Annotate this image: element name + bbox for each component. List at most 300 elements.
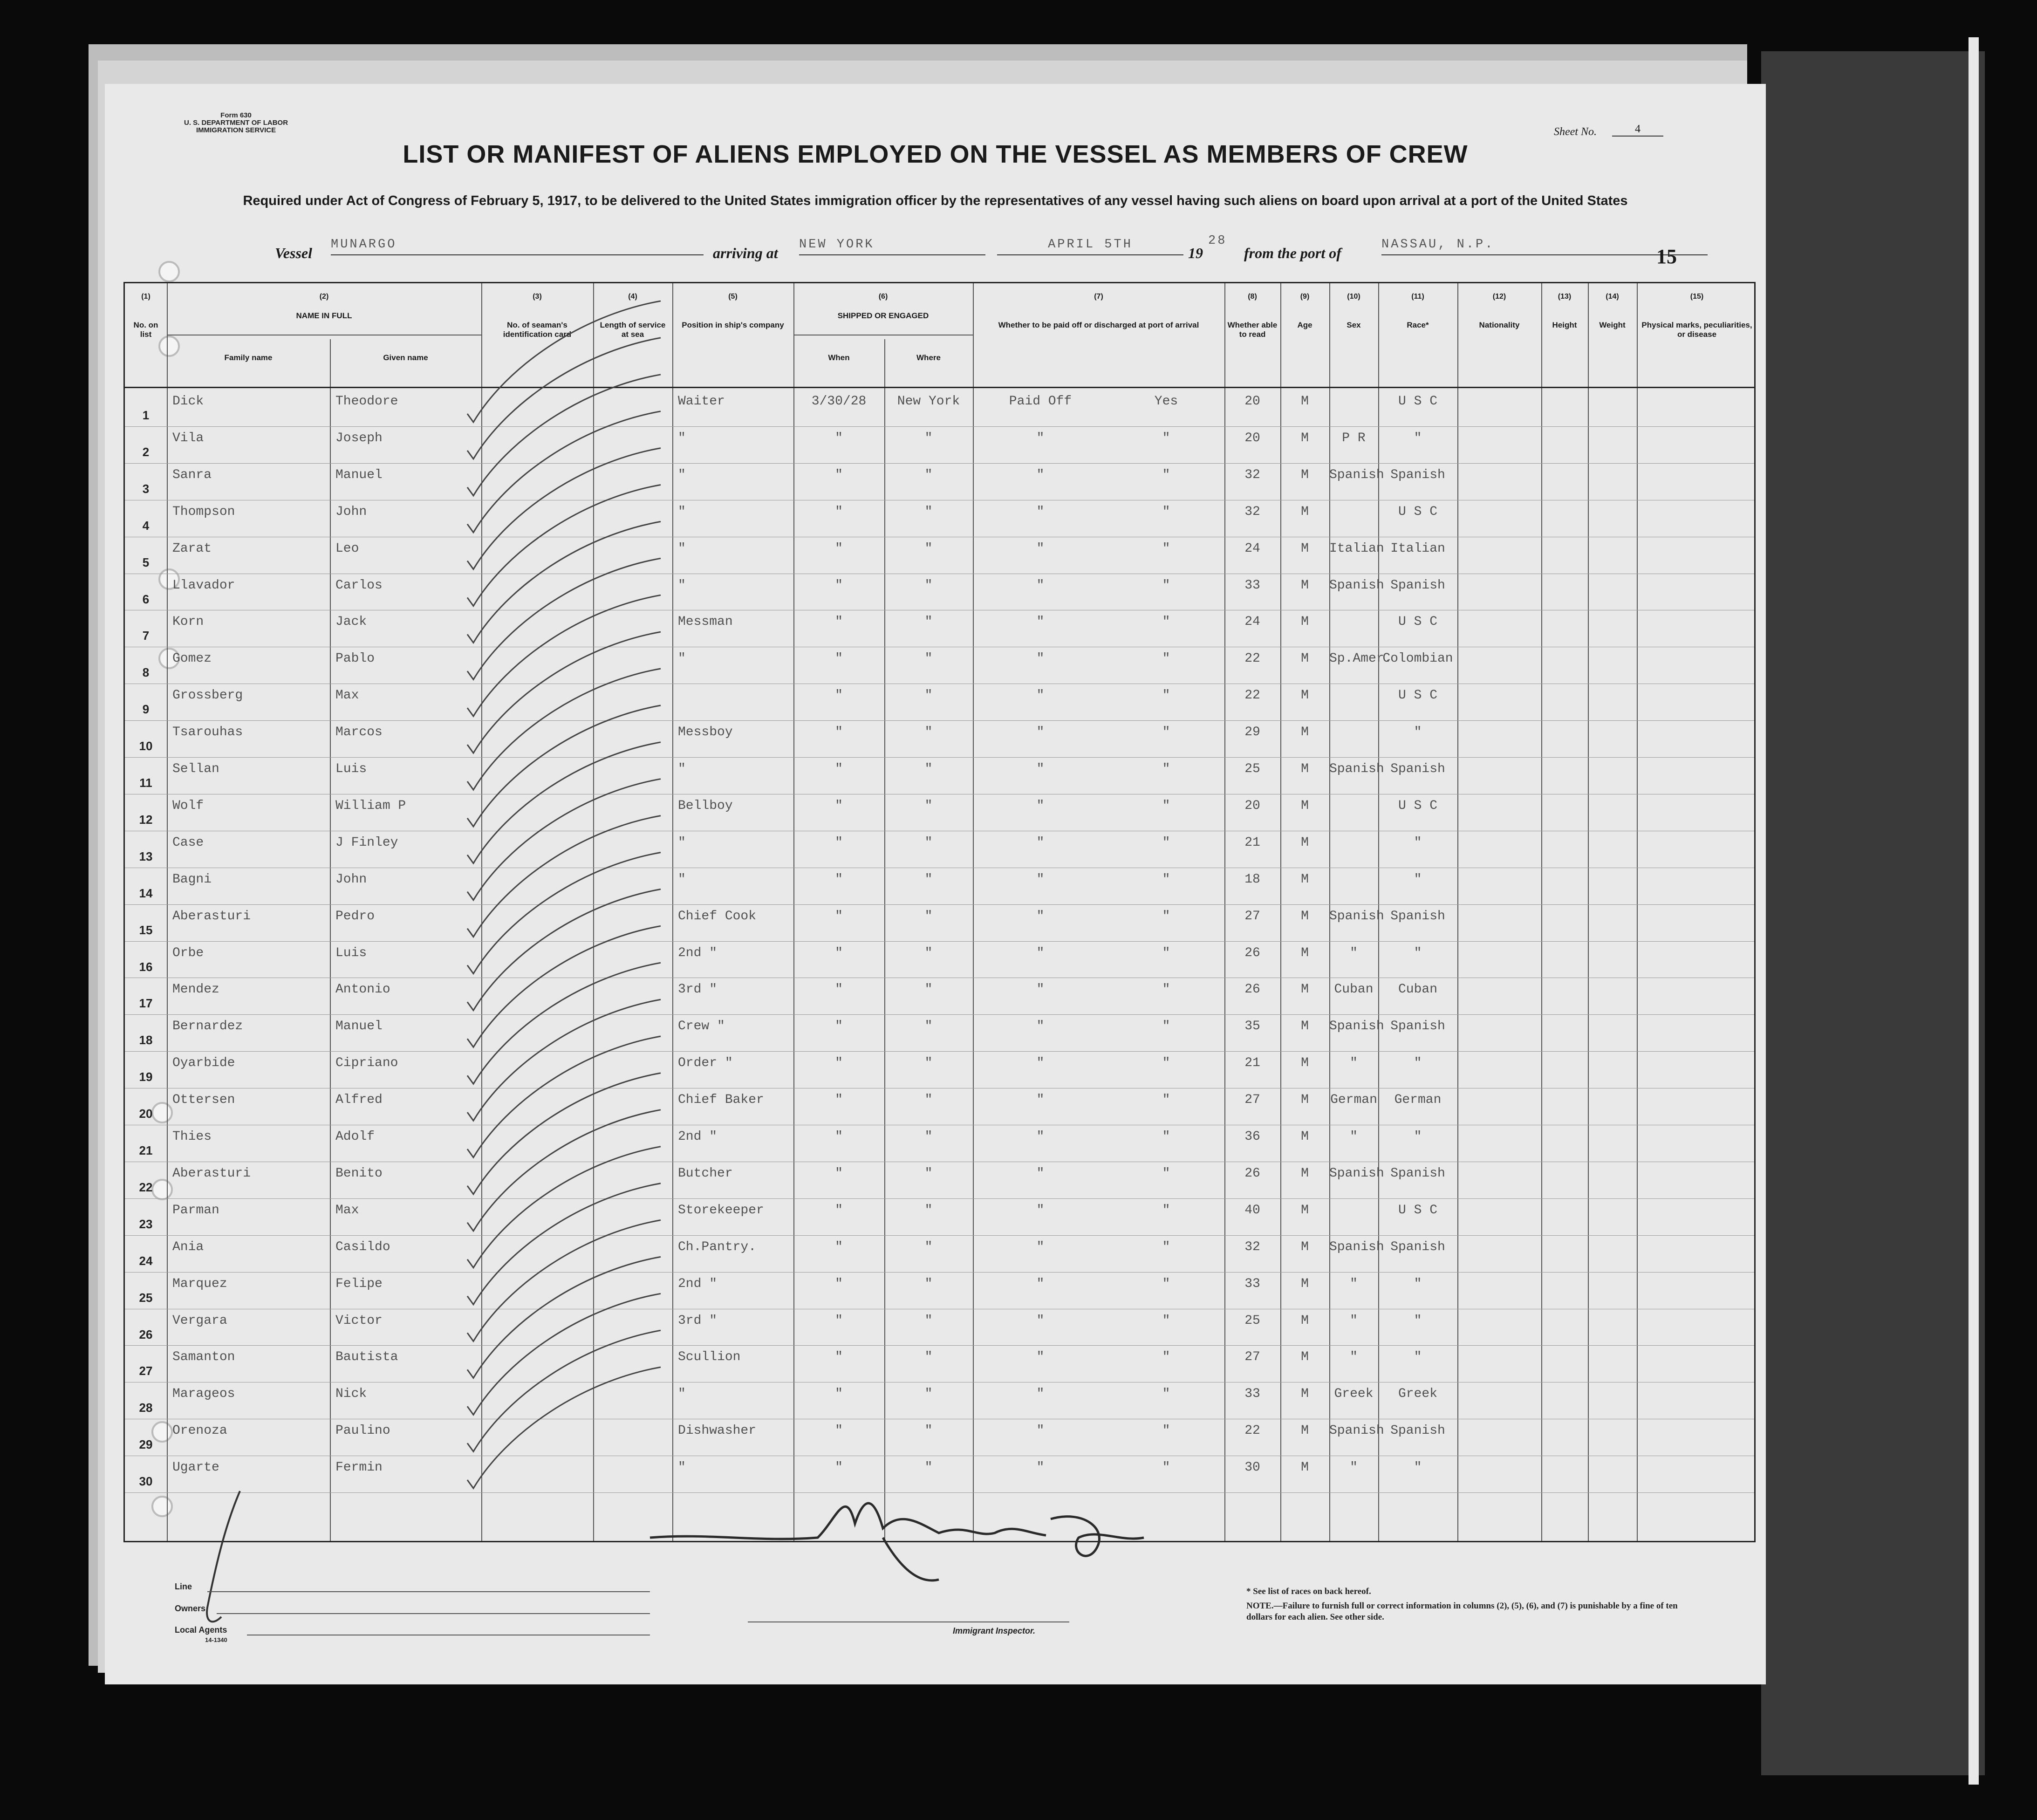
cell-read: " (1162, 872, 1170, 887)
cell-paid: " (1036, 1019, 1045, 1034)
column-subheader: Where (916, 353, 941, 362)
cell-race: Spanish (1329, 467, 1384, 482)
cell-when: " (835, 1203, 843, 1218)
cell-family: Oyarbide (172, 1056, 235, 1071)
from-port-label: from the port of (1244, 245, 1341, 261)
cell-race: Italian (1329, 541, 1384, 556)
cell-read: " (1162, 909, 1170, 924)
manifest-page (105, 84, 1766, 1684)
cell-sex: M (1301, 651, 1309, 666)
column-number: (10) (1347, 293, 1360, 301)
cell-sex: M (1301, 1203, 1309, 1218)
row-number: 21 (139, 1143, 153, 1157)
cell-family: Aberasturi (172, 909, 251, 924)
cell-position: " (678, 872, 686, 887)
cell-paid: " (1036, 1129, 1045, 1144)
column-number: (4) (628, 293, 637, 301)
cell-nationality: U S C (1398, 798, 1437, 813)
check-stroke (467, 1293, 661, 1415)
cell-paid: " (1036, 1203, 1045, 1218)
cell-sex: M (1301, 1460, 1309, 1475)
cell-paid: " (1036, 798, 1045, 813)
cell-paid: " (1036, 467, 1045, 482)
cell-when: " (835, 431, 843, 445)
cell-nationality: Italian (1390, 541, 1445, 556)
cell-nationality: Spanish (1390, 1239, 1445, 1254)
cell-age: 30 (1244, 1460, 1260, 1475)
cell-sex: M (1301, 945, 1309, 960)
cell-given: Carlos (335, 578, 383, 593)
cell-given: Adolf (335, 1129, 375, 1144)
row-number: 19 (139, 1070, 153, 1084)
cell-where: " (924, 1203, 933, 1218)
cell-nationality: U S C (1398, 504, 1437, 519)
clerk-check-mark (189, 1486, 254, 1640)
punch-hole (158, 261, 180, 282)
row-number: 26 (139, 1327, 153, 1341)
row-number: 7 (142, 629, 150, 643)
cell-when: " (835, 798, 843, 813)
row-number: 5 (142, 555, 150, 569)
cell-position: Butcher (678, 1166, 733, 1181)
cell-nationality: " (1414, 1313, 1422, 1328)
column-header: Race* (1407, 321, 1429, 329)
cell-age: 33 (1244, 578, 1260, 593)
column-number: (9) (1300, 293, 1310, 301)
sheet-label: Sheet No. (1554, 126, 1597, 138)
check-stroke (467, 1073, 661, 1194)
cell-where: " (924, 835, 933, 850)
cell-family: Marageos (172, 1387, 235, 1402)
cell-where: " (924, 872, 933, 887)
cell-paid: " (1036, 762, 1045, 776)
cell-sex: M (1301, 1129, 1309, 1144)
check-stroke (467, 999, 661, 1121)
cell-where: " (924, 688, 933, 703)
row-number: 2 (142, 445, 150, 459)
check-stroke (467, 1257, 661, 1378)
cell-nationality: Greek (1398, 1387, 1437, 1402)
cell-nationality: Spanish (1390, 1019, 1445, 1034)
cell-race: Spanish (1329, 1239, 1384, 1254)
cell-sex: M (1301, 467, 1309, 482)
cell-read: " (1162, 651, 1170, 666)
cell-family: Sanra (172, 467, 212, 482)
cell-when: " (835, 872, 843, 887)
cell-sex: M (1301, 872, 1309, 887)
cell-paid: " (1036, 651, 1045, 666)
cell-read: " (1162, 431, 1170, 445)
row-divider (125, 941, 1754, 942)
cell-position: " (678, 762, 686, 776)
cell-given: Pablo (335, 651, 375, 666)
cell-given: Nick (335, 1387, 367, 1402)
column-number: (7) (1094, 293, 1103, 301)
cell-where: " (924, 651, 933, 666)
cell-race: Spanish (1329, 1166, 1384, 1181)
cell-given: Manuel (335, 1019, 383, 1034)
cell-where: " (924, 1460, 933, 1475)
cell-when: " (835, 1423, 843, 1438)
cell-when: " (835, 1350, 843, 1365)
cell-nationality: U S C (1398, 615, 1437, 629)
cell-nationality: Colombian (1382, 651, 1453, 666)
cell-read: " (1162, 688, 1170, 703)
column-subheader: When (828, 353, 850, 362)
cell-given: John (335, 504, 367, 519)
cell-when: " (835, 467, 843, 482)
check-stroke (467, 558, 661, 679)
row-number: 4 (142, 518, 150, 533)
cell-age: 26 (1244, 1166, 1260, 1181)
cell-position: " (678, 467, 686, 482)
cell-age: 22 (1244, 1423, 1260, 1438)
cell-given: Casildo (335, 1239, 390, 1254)
check-stroke (467, 1184, 661, 1305)
column-divider (1541, 283, 1542, 1541)
check-stroke (467, 1367, 661, 1488)
cell-age: 24 (1244, 615, 1260, 629)
cell-nationality: Spanish (1390, 909, 1445, 924)
check-stroke (467, 1110, 661, 1231)
cell-race: Sp.Amer. (1329, 651, 1392, 666)
check-stroke (467, 521, 661, 643)
cell-age: 26 (1244, 982, 1260, 997)
cell-read: " (1162, 1460, 1170, 1475)
cell-nationality: " (1414, 945, 1422, 960)
cell-where: " (924, 1350, 933, 1365)
row-number: 12 (139, 812, 153, 827)
cell-paid: " (1036, 431, 1045, 445)
cell-given: Joseph (335, 431, 383, 445)
cell-given: J Finley (335, 835, 398, 850)
cell-family: Sellan (172, 762, 219, 776)
penalty-note: NOTE.—Failure to furnish full or correct information in columns (2), (5), (6), and (7) is punishable by a fine of ten dollars for each alien. See other side. (1246, 1601, 1678, 1622)
cell-read: " (1162, 1019, 1170, 1034)
cell-sex: M (1301, 1166, 1309, 1181)
cell-given: Fermin (335, 1460, 383, 1475)
check-stroke (467, 1220, 661, 1341)
column-number: (12) (1492, 293, 1506, 301)
column-header: Nationality (1479, 321, 1520, 329)
check-stroke (467, 816, 661, 937)
cell-when: " (835, 1056, 843, 1071)
row-number: 28 (139, 1401, 153, 1415)
cell-given: Paulino (335, 1423, 390, 1438)
cell-paid: " (1036, 504, 1045, 519)
cell-when: " (835, 1129, 843, 1144)
row-number: 15 (139, 923, 153, 937)
department-name: U. S. DEPARTMENT OF LABOR (184, 119, 288, 127)
cell-read: " (1162, 798, 1170, 813)
row-divider (125, 463, 1754, 464)
cell-where: " (924, 1093, 933, 1108)
column-header: SHIPPED OR ENGAGED (837, 311, 929, 320)
cell-sex: M (1301, 1423, 1309, 1438)
cell-paid: " (1036, 725, 1045, 740)
row-number: 27 (139, 1364, 153, 1378)
cell-position: Scullion (678, 1350, 741, 1365)
cell-age: 22 (1244, 651, 1260, 666)
cell-paid: " (1036, 982, 1045, 997)
cell-given: William P (335, 798, 406, 813)
cell-age: 32 (1244, 1239, 1260, 1254)
cell-read: " (1162, 1056, 1170, 1071)
row-number: 17 (139, 996, 153, 1011)
cell-where: " (924, 615, 933, 629)
cell-race: Spanish (1329, 1423, 1384, 1438)
cell-given: Theodore (335, 394, 398, 409)
cell-given: Luis (335, 762, 367, 776)
cell-where: " (924, 725, 933, 740)
form-department-header (184, 112, 288, 134)
cell-given: Alfred (335, 1093, 383, 1108)
owners-label: Owners (175, 1604, 206, 1613)
cell-sex: M (1301, 762, 1309, 776)
check-stroke (467, 301, 661, 422)
cell-when: " (835, 1460, 843, 1475)
row-number: 18 (139, 1033, 153, 1047)
check-stroke (467, 375, 661, 496)
cell-where: " (924, 798, 933, 813)
row-divider (125, 1345, 1754, 1346)
row-number: 6 (142, 592, 150, 606)
cell-given: Cipriano (335, 1056, 398, 1071)
cell-paid: " (1036, 1460, 1045, 1475)
cell-position: 2nd " (678, 945, 718, 960)
cell-age: 26 (1244, 945, 1260, 960)
cell-when: " (835, 1166, 843, 1181)
cell-position: 2nd " (678, 1129, 718, 1144)
cell-nationality: Spanish (1390, 578, 1445, 593)
cell-read: Yes (1154, 394, 1178, 409)
cell-family: Thies (172, 1129, 212, 1144)
column-number: (14) (1606, 293, 1619, 301)
cell-race: German (1330, 1093, 1377, 1108)
departure-port: NASSAU, N.P. (1381, 238, 1708, 255)
cell-where: " (924, 1239, 933, 1254)
cell-family: Korn (172, 615, 204, 629)
column-header: No. on list (133, 321, 158, 339)
cell-given: Luis (335, 945, 367, 960)
cell-race: P R (1342, 431, 1366, 445)
cell-where: " (924, 1423, 933, 1438)
cell-read: " (1162, 835, 1170, 850)
cell-when: " (835, 688, 843, 703)
check-stroke (467, 963, 661, 1084)
cell-when: " (835, 1019, 843, 1034)
cell-where: " (924, 1387, 933, 1402)
row-number: 22 (139, 1180, 153, 1194)
row-divider (125, 904, 1754, 905)
cell-where: " (924, 762, 933, 776)
races-note: * See list of races on back hereof. (1246, 1587, 1371, 1596)
cell-where: " (924, 1056, 933, 1071)
cell-race: " (1350, 1350, 1358, 1365)
row-number: 10 (139, 739, 153, 753)
cell-sex: M (1301, 1350, 1309, 1365)
check-stroke (467, 779, 661, 900)
cell-family: Samanton (172, 1350, 235, 1365)
owners-field (217, 1613, 650, 1614)
cell-when: " (835, 651, 843, 666)
check-stroke (467, 485, 661, 606)
cell-position: Storekeeper (678, 1203, 764, 1218)
row-number: 30 (139, 1474, 153, 1489)
cell-age: 20 (1244, 431, 1260, 445)
cell-family: Vila (172, 431, 204, 445)
cell-when: " (835, 578, 843, 593)
cell-paid: " (1036, 1276, 1045, 1291)
cell-sex: M (1301, 1093, 1309, 1108)
cell-position: 3rd " (678, 982, 718, 997)
check-stroke (467, 632, 661, 753)
cell-given: Pedro (335, 909, 375, 924)
cell-family: Ugarte (172, 1460, 219, 1475)
row-number: 23 (139, 1217, 153, 1231)
cell-where: " (924, 945, 933, 960)
check-stroke (467, 595, 661, 716)
cell-sex: M (1301, 725, 1309, 740)
cell-paid: " (1036, 1056, 1045, 1071)
column-number: (11) (1411, 293, 1424, 301)
cell-family: Orbe (172, 945, 204, 960)
row-number: 3 (142, 481, 150, 496)
cell-position: " (678, 835, 686, 850)
binder-edge (1969, 37, 1979, 1785)
cell-given: Victor (335, 1313, 383, 1328)
cell-read: " (1162, 504, 1170, 519)
arrival-date: APRIL 5TH (997, 238, 1183, 255)
cell-position: Order " (678, 1056, 733, 1071)
cell-given: Marcos (335, 725, 383, 740)
check-stroke (467, 853, 661, 974)
check-stroke (467, 889, 661, 1010)
cell-nationality: " (1414, 1129, 1422, 1144)
cell-read: " (1162, 725, 1170, 740)
cell-family: Grossberg (172, 688, 243, 703)
cell-when: " (835, 982, 843, 997)
cell-sex: M (1301, 835, 1309, 850)
cell-sex: M (1301, 1056, 1309, 1071)
header-divider (125, 387, 1754, 388)
check-stroke (467, 338, 661, 459)
column-header: Age (1297, 321, 1312, 329)
cell-given: Bautista (335, 1350, 398, 1365)
check-stroke (467, 1036, 661, 1157)
cell-when: " (835, 541, 843, 556)
cell-where: " (924, 982, 933, 997)
cell-position: " (678, 578, 686, 593)
column-number: (3) (533, 293, 542, 301)
column-header: Physical marks, peculiarities, or disease (1641, 321, 1752, 339)
column-divider (330, 339, 331, 1541)
cell-paid: Paid Off (1009, 394, 1072, 409)
cell-race: Spanish (1329, 909, 1384, 924)
cell-age: 25 (1244, 1313, 1260, 1328)
check-stroke (467, 669, 661, 790)
cell-read: " (1162, 762, 1170, 776)
cell-read: " (1162, 578, 1170, 593)
cell-family: Llavador (172, 578, 235, 593)
sheet-number: 4 (1612, 123, 1663, 137)
cell-age: 27 (1244, 1093, 1260, 1108)
cell-read: " (1162, 1423, 1170, 1438)
row-divider (125, 1051, 1754, 1052)
check-stroke (467, 742, 661, 863)
cell-when: " (835, 1387, 843, 1402)
cell-nationality: Spanish (1390, 1423, 1445, 1438)
cell-age: 35 (1244, 1019, 1260, 1034)
row-divider (125, 426, 1754, 427)
row-number: 9 (142, 702, 150, 717)
column-header: Position in ship's company (682, 321, 784, 329)
cell-sex: M (1301, 504, 1309, 519)
cell-race: " (1350, 1276, 1358, 1291)
cell-position: Crew " (678, 1019, 725, 1034)
cell-paid: " (1036, 1239, 1045, 1254)
cell-nationality: Cuban (1398, 982, 1437, 997)
cell-position: Ch.Pantry. (678, 1239, 757, 1254)
cell-paid: " (1036, 1423, 1045, 1438)
row-number: 13 (139, 849, 153, 863)
check-stroke (467, 1330, 661, 1451)
form-code: 14-1340 (205, 1636, 227, 1643)
cell-race: Spanish (1329, 1019, 1384, 1034)
cell-age: 27 (1244, 1350, 1260, 1365)
cell-race: " (1350, 945, 1358, 960)
captain-signature (641, 1468, 1153, 1617)
inspector-label: Immigrant Inspector. (953, 1626, 1036, 1635)
column-header: Whether to be paid off or discharged at port of arrival (998, 321, 1199, 329)
cell-paid: " (1036, 945, 1045, 960)
cell-age: 32 (1244, 504, 1260, 519)
check-stroke (467, 448, 661, 569)
page-number: 15 (1656, 245, 1677, 268)
line-field (207, 1591, 650, 1592)
cell-read: " (1162, 467, 1170, 482)
cell-paid: " (1036, 615, 1045, 629)
cell-position: " (678, 541, 686, 556)
row-number: 14 (139, 886, 153, 900)
cell-sex: M (1301, 1019, 1309, 1034)
check-stroke (467, 705, 661, 827)
cell-given: Felipe (335, 1276, 383, 1291)
cell-nationality: " (1414, 872, 1422, 887)
cell-when: " (835, 762, 843, 776)
cell-age: 21 (1244, 835, 1260, 850)
cell-age: 27 (1244, 909, 1260, 924)
column-header: Weight (1599, 321, 1626, 329)
column-divider (167, 283, 168, 1541)
cell-when: " (835, 909, 843, 924)
cell-when: " (835, 1239, 843, 1254)
arrival-port: NEW YORK (799, 238, 985, 255)
cell-where: " (924, 541, 933, 556)
cell-paid: " (1036, 1313, 1045, 1328)
cell-age: 22 (1244, 688, 1260, 703)
cell-read: " (1162, 982, 1170, 997)
cell-nationality: " (1414, 1276, 1422, 1291)
cell-where: " (924, 431, 933, 445)
column-divider (481, 283, 482, 1541)
cell-given: Leo (335, 541, 359, 556)
row-divider (125, 1014, 1754, 1015)
check-stroke (467, 1147, 661, 1268)
cell-given: Antonio (335, 982, 390, 997)
cell-family: Ottersen (172, 1093, 235, 1108)
year-prefix: 19 (1188, 245, 1203, 261)
